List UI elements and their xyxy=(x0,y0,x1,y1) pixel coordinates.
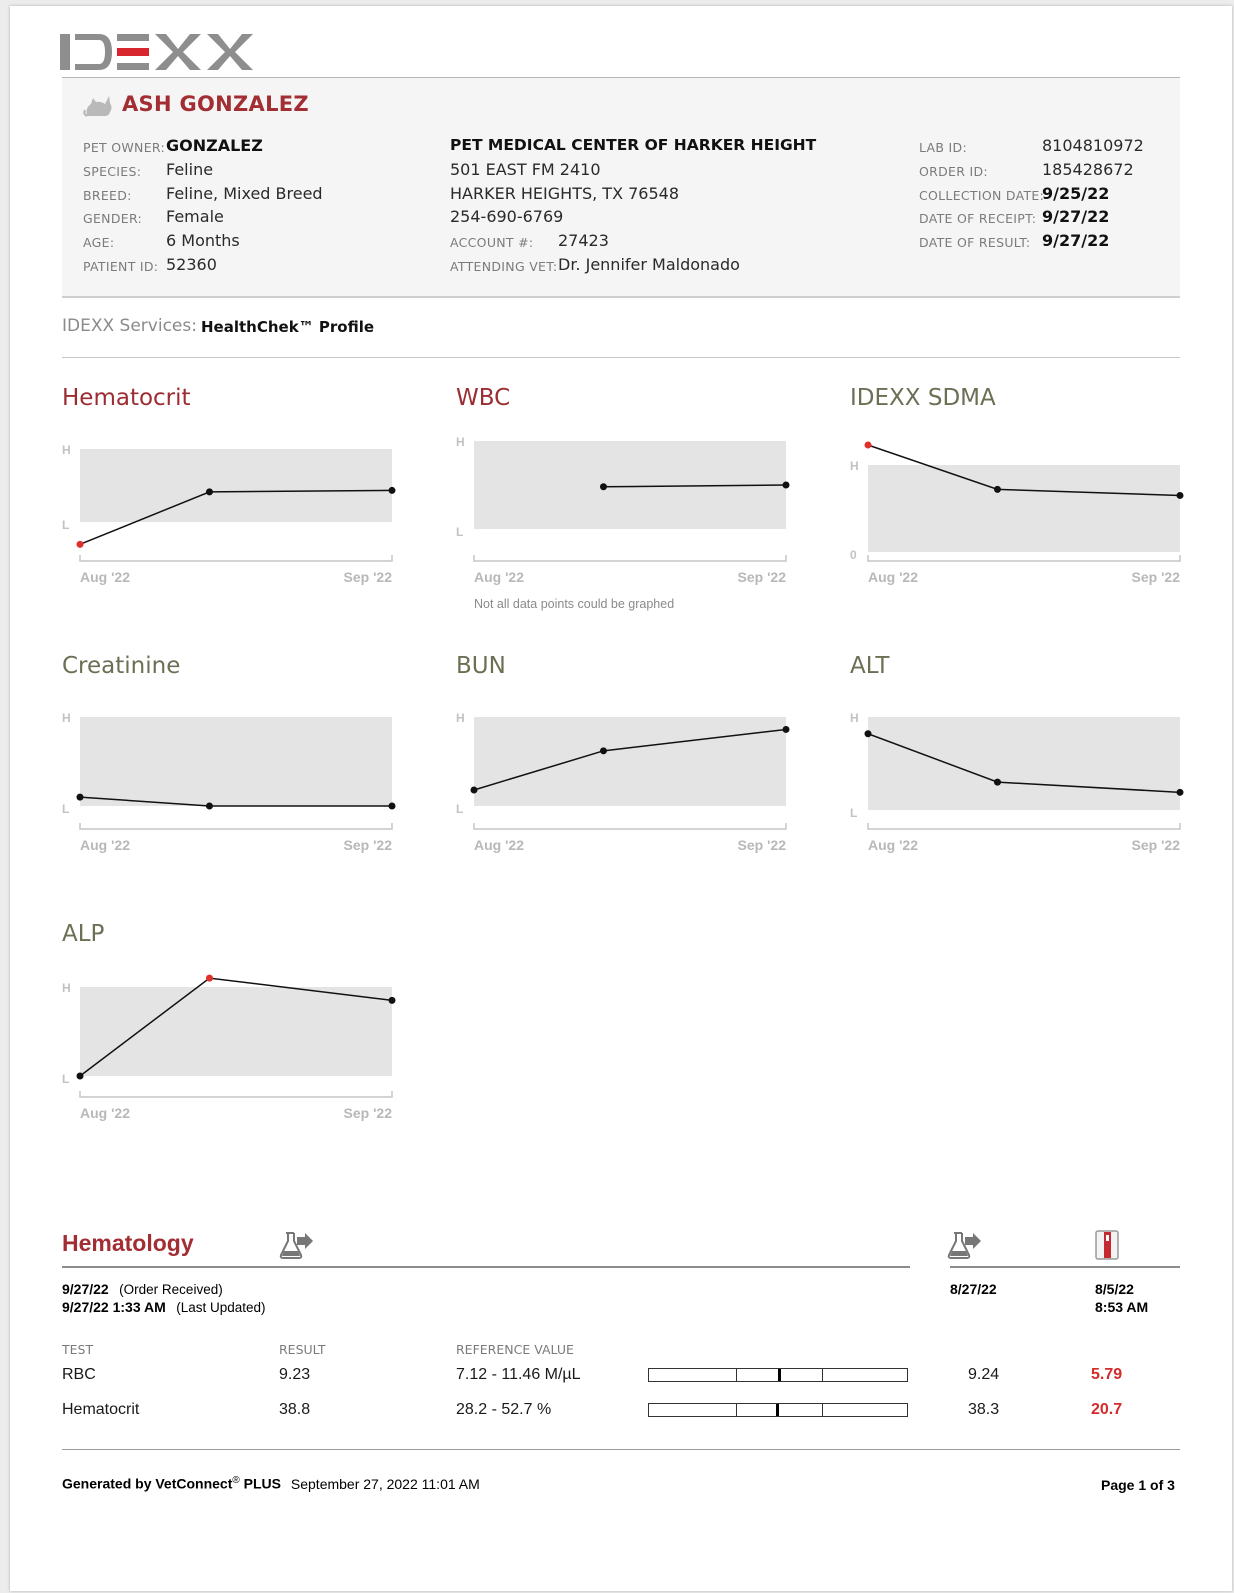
order-id-label: ORDER ID: xyxy=(919,164,988,179)
data-point xyxy=(77,794,84,801)
x-tick-label: Aug '22 xyxy=(868,569,919,585)
x-tick-label: Sep '22 xyxy=(1131,569,1180,585)
y-tick-high: H xyxy=(850,459,859,473)
y-tick-high: H xyxy=(62,981,71,995)
y-tick-low: L xyxy=(62,1072,70,1086)
data-point xyxy=(865,441,872,448)
x-tick-label: Sep '22 xyxy=(737,837,786,853)
reference-band xyxy=(80,717,392,806)
x-tick-label: Aug '22 xyxy=(80,569,131,585)
row-prev2: 5.79 xyxy=(1091,1366,1123,1383)
range-divider xyxy=(822,1369,823,1381)
collection-date-value: 9/25/22 xyxy=(1042,184,1110,203)
data-point xyxy=(600,747,607,754)
reference-range-bar xyxy=(648,1368,908,1382)
last-updated-text: (Last Updated) xyxy=(176,1300,266,1315)
y-tick-high: H xyxy=(62,443,71,457)
clinic-address1: 501 EAST FM 2410 xyxy=(450,160,601,179)
breed-value: Feline, Mixed Breed xyxy=(166,184,323,203)
x-axis xyxy=(80,1091,392,1097)
account-label: ACCOUNT #: xyxy=(450,235,534,250)
row-test: RBC xyxy=(62,1366,96,1383)
collection-date-label: COLLECTION DATE: xyxy=(919,188,1045,203)
header-test: TEST xyxy=(62,1342,94,1357)
result-date-value: 9/27/22 xyxy=(1042,231,1110,250)
chart-svg-alt xyxy=(850,653,1190,893)
x-axis xyxy=(80,823,392,829)
transfer-icon-prev xyxy=(948,1231,982,1259)
chart-title-wbc: WBC xyxy=(456,385,511,411)
result-marker xyxy=(776,1404,779,1416)
x-tick-label: Sep '22 xyxy=(343,837,392,853)
services-label: IDEXX Services: xyxy=(62,316,197,336)
chart-note: Not all data points could be graphed xyxy=(474,597,675,611)
last-updated-date: 9/27/22 1:33 AM xyxy=(62,1299,166,1315)
lab-id-value: 8104810972 xyxy=(1042,136,1144,155)
data-point xyxy=(77,1073,84,1080)
account-value: 27423 xyxy=(558,231,609,250)
owner-label: PET OWNER: xyxy=(83,140,166,155)
clinic-address2: HARKER HEIGHTS, TX 76548 xyxy=(450,184,680,203)
owner-value: GONZALEZ xyxy=(166,136,263,155)
y-tick-high: H xyxy=(62,711,71,725)
reference-band xyxy=(80,449,392,522)
header-reference: REFERENCE VALUE xyxy=(456,1342,574,1357)
data-point xyxy=(471,786,478,793)
patient-id-label: PATIENT ID: xyxy=(83,259,159,274)
chart-idexx-sdma xyxy=(850,385,1180,625)
chart-alt xyxy=(850,653,1180,893)
data-point xyxy=(206,975,213,982)
row-prev1: 38.3 xyxy=(968,1401,1000,1418)
result-marker xyxy=(778,1369,781,1381)
x-tick-label: Aug '22 xyxy=(80,1105,131,1121)
receipt-date-value: 9/27/22 xyxy=(1042,207,1110,226)
chart-alp xyxy=(62,921,392,1161)
x-tick-label: Aug '22 xyxy=(80,837,131,853)
clinic-name: PET MEDICAL CENTER OF HARKER HEIGHT xyxy=(450,136,817,154)
data-point xyxy=(206,803,213,810)
x-axis xyxy=(474,823,786,829)
chart-title-creatinine: Creatinine xyxy=(62,653,181,679)
result-date-label: DATE OF RESULT: xyxy=(919,235,1031,250)
x-tick-label: Sep '22 xyxy=(343,569,392,585)
y-tick-low: L xyxy=(62,802,70,816)
registered-mark: ® xyxy=(232,1475,240,1486)
x-axis xyxy=(80,555,392,561)
hematology-rule-history xyxy=(950,1266,1180,1268)
vet-value: Dr. Jennifer Maldonado xyxy=(558,255,740,274)
species-value: Feline xyxy=(166,160,214,179)
x-tick-label: Sep '22 xyxy=(737,569,786,585)
generated-by: Generated by VetConnect xyxy=(62,1475,233,1492)
y-tick-high: H xyxy=(456,711,465,725)
data-point xyxy=(1177,789,1184,796)
data-point xyxy=(600,483,607,490)
vet-label: ATTENDING VET: xyxy=(450,259,558,274)
chart-svg-hematocrit xyxy=(62,385,402,625)
last-updated xyxy=(62,1299,266,1317)
services-value: HealthChek™ Profile xyxy=(201,318,375,336)
x-tick-label: Aug '22 xyxy=(474,569,525,585)
generated-timestamp: September 27, 2022 11:01 AM xyxy=(290,1475,480,1492)
chart-title-alt: ALT xyxy=(850,653,890,679)
breed-label: BREED: xyxy=(83,188,132,203)
reference-band xyxy=(474,717,786,806)
range-divider xyxy=(736,1404,737,1416)
y-tick-low: L xyxy=(850,806,858,820)
data-point xyxy=(77,541,84,548)
data-point xyxy=(1177,492,1184,499)
header-result: RESULT xyxy=(279,1342,326,1357)
row-prev1: 9.24 xyxy=(968,1366,1000,1383)
species-label: SPECIES: xyxy=(83,164,142,179)
patient-name: ASH GONZALEZ xyxy=(122,92,309,116)
row-reference: 28.2 - 52.7 % xyxy=(456,1401,552,1418)
x-tick-label: Sep '22 xyxy=(343,1105,392,1121)
services-divider xyxy=(62,357,1180,358)
receipt-date-label: DATE OF RECEIPT: xyxy=(919,211,1037,226)
generated-plus: PLUS xyxy=(239,1475,281,1492)
chart-hematocrit xyxy=(62,385,392,625)
chart-svg-wbc xyxy=(456,385,796,625)
data-point xyxy=(389,487,396,494)
chart-title-bun: BUN xyxy=(456,653,506,679)
age-value: 6 Months xyxy=(166,231,240,250)
chart-title-alp: ALP xyxy=(62,921,105,947)
page-number: Page 1 of 3 xyxy=(1101,1477,1175,1493)
order-id-value: 185428672 xyxy=(1042,160,1134,179)
chart-svg-creatinine xyxy=(62,653,402,893)
y-tick-high: H xyxy=(850,711,859,725)
transfer-icon xyxy=(280,1231,314,1259)
range-divider xyxy=(822,1404,823,1416)
age-label: AGE: xyxy=(83,235,115,250)
chart-svg-bun xyxy=(456,653,796,893)
reference-range-bar xyxy=(648,1403,908,1417)
data-point xyxy=(783,726,790,733)
clinic-phone: 254-690-6769 xyxy=(450,207,564,226)
tube-icon xyxy=(1095,1230,1119,1260)
hematology-title: Hematology xyxy=(62,1230,194,1256)
reference-band xyxy=(80,987,392,1076)
y-tick-low: 0 xyxy=(850,548,857,562)
order-received-text: (Order Received) xyxy=(119,1282,223,1297)
chart-creatinine xyxy=(62,653,392,893)
y-tick-high: H xyxy=(456,435,465,449)
gender-value: Female xyxy=(166,207,224,226)
data-point xyxy=(389,997,396,1004)
x-axis xyxy=(868,555,1180,561)
gender-label: GENDER: xyxy=(83,211,143,226)
footer-generated xyxy=(62,1475,480,1492)
reference-band xyxy=(868,717,1180,810)
order-received xyxy=(62,1281,223,1299)
y-tick-low: L xyxy=(456,802,464,816)
row-reference: 7.12 - 11.46 M/µL xyxy=(456,1366,581,1383)
x-tick-label: Aug '22 xyxy=(474,837,525,853)
x-axis xyxy=(868,823,1180,829)
data-point xyxy=(994,779,1001,786)
x-axis xyxy=(474,555,786,561)
data-point xyxy=(865,730,872,737)
chart-title-idexx-sdma: IDEXX SDMA xyxy=(850,385,996,411)
x-tick-label: Sep '22 xyxy=(1131,837,1180,853)
chart-wbc xyxy=(456,385,786,625)
chart-title-hematocrit: Hematocrit xyxy=(62,385,191,411)
data-point xyxy=(994,486,1001,493)
row-result: 38.8 xyxy=(279,1401,311,1418)
chart-bun xyxy=(456,653,786,893)
reference-band xyxy=(868,465,1180,552)
row-prev2: 20.7 xyxy=(1091,1401,1123,1418)
data-point xyxy=(783,482,790,489)
range-divider xyxy=(736,1369,737,1381)
hematology-rule-main xyxy=(62,1266,910,1268)
prev1-date: 8/27/22 xyxy=(950,1281,997,1297)
patient-id-value: 52360 xyxy=(166,255,217,274)
prev2-time: 8:53 AM xyxy=(1095,1299,1149,1315)
idexx-logo xyxy=(60,32,255,72)
data-point xyxy=(206,488,213,495)
x-tick-label: Aug '22 xyxy=(868,837,919,853)
lab-id-label: LAB ID: xyxy=(919,140,967,155)
data-point xyxy=(389,803,396,810)
prev2-date: 8/5/22 xyxy=(1095,1281,1134,1297)
row-result: 9.23 xyxy=(279,1366,311,1383)
cat-icon xyxy=(83,90,113,118)
chart-svg-idexx-sdma xyxy=(850,385,1190,625)
y-tick-low: L xyxy=(456,525,464,539)
chart-svg-alp xyxy=(62,921,402,1161)
order-received-date: 9/27/22 xyxy=(62,1281,109,1297)
footer-rule xyxy=(62,1449,1180,1450)
row-test: Hematocrit xyxy=(62,1401,140,1418)
y-tick-low: L xyxy=(62,518,70,532)
